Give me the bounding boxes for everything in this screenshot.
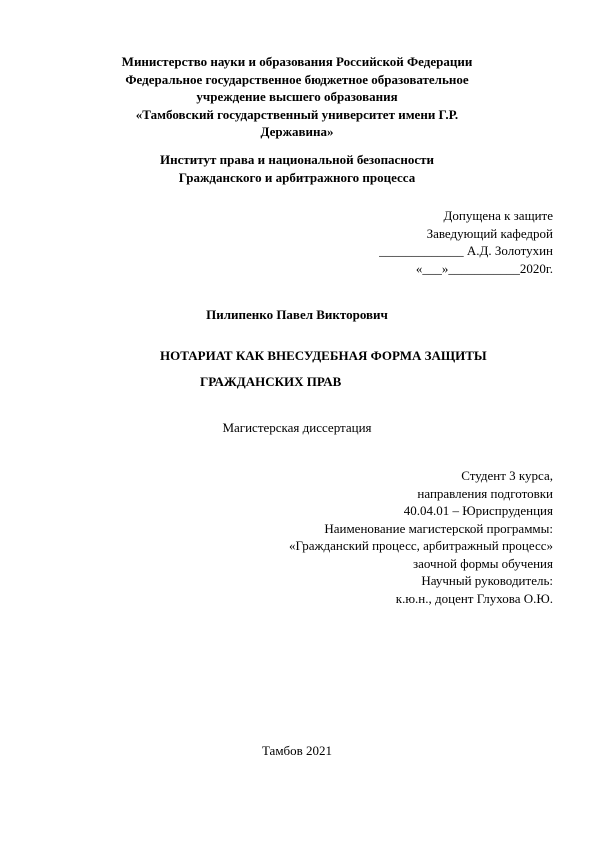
thesis-title-text: ГРАЖДАНСКИХ ПРАВ xyxy=(200,374,342,389)
student-info-block xyxy=(200,467,553,607)
student-info-line: Студент 3 курса, xyxy=(461,468,553,483)
student-info-line: к.ю.н., доцент Глухова О.Ю. xyxy=(395,590,553,606)
student-info-line: «Гражданский процесс, арбитражный процесс» xyxy=(289,538,553,553)
city-year-text: Тамбов 2021 xyxy=(261,743,333,758)
student-info-line: Научный руководитель: xyxy=(421,573,553,588)
thesis-title-text: НОТАРИАТ КАК ВНЕСУДЕБНАЯ ФОРМА ЗАЩИТЫ xyxy=(160,348,487,363)
header-line: Державина» xyxy=(260,124,334,139)
thesis-title-line-2 xyxy=(200,373,500,391)
student-info-line: Наименование магистерской программы: xyxy=(324,520,553,536)
author-name: Пилипенко Павел Викторович xyxy=(206,307,388,322)
document-type xyxy=(82,419,512,437)
student-info-line: направления подготовки xyxy=(417,485,553,501)
approval-line: Допущена к защите xyxy=(443,208,553,223)
student-info-line: заочной формы обучения xyxy=(412,555,553,571)
institute-header xyxy=(82,151,512,186)
approval-line: Заведующий кафедрой xyxy=(426,225,553,241)
header-line: Министерство науки и образования Российской Федерации xyxy=(121,54,473,69)
header-line: «Тамбовский государственный университет имени Г.Р. xyxy=(135,106,459,122)
approval-block xyxy=(300,207,553,277)
document-type-label: Магистерская диссертация xyxy=(222,420,372,435)
thesis-title-line-1 xyxy=(160,347,560,365)
institute-line: Гражданского и арбитражного процесса xyxy=(178,169,416,185)
ministry-header xyxy=(82,53,512,141)
institute-line: Институт права и национальной безопасности xyxy=(160,152,434,167)
author-block xyxy=(82,306,512,324)
header-line: Федеральное государственное бюджетное образовательное xyxy=(125,71,469,87)
student-info-line: 40.04.01 – Юриспруденция xyxy=(403,503,553,518)
approval-signature-line: _____________ А.Д. Золотухин xyxy=(379,243,553,258)
header-line: учреждение высшего образования xyxy=(196,89,398,104)
approval-date-line: «___»___________2020г. xyxy=(415,260,553,276)
city-year-footer xyxy=(82,742,512,760)
